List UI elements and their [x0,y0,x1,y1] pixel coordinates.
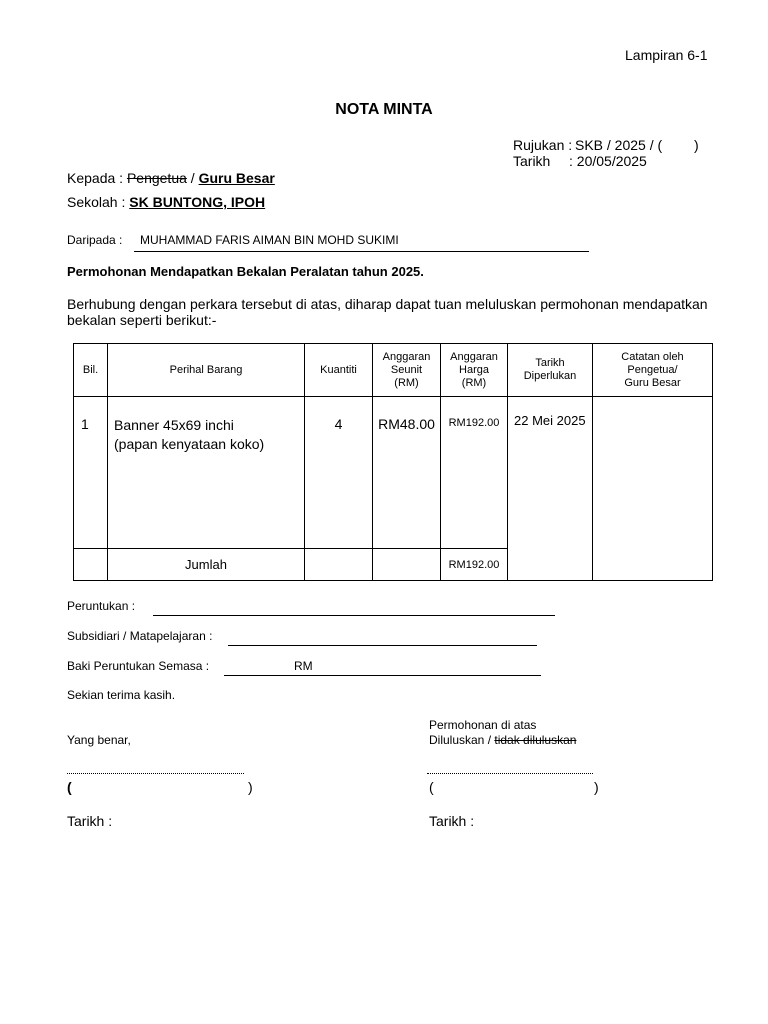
header-item: Perihal Barang [108,344,305,397]
school-value: SK BUNTONG, IPOH [129,194,266,210]
header-total-price-l3: (RM) [461,376,487,389]
table-row [74,397,713,549]
intro-line-2: bekalan seperti berikut:- [67,312,217,328]
recipient-struck: Pengetua [126,170,187,186]
date-label: Tarikh [513,153,551,169]
sender-underline [134,251,589,252]
recipient-value: Guru Besar [198,170,275,186]
total-qty-cell [305,549,373,581]
total-unit-cell [373,549,441,581]
yang-benar-label: Yang benar, [67,733,131,747]
left-signature-dots[interactable] [67,773,244,774]
attachment-label: Lampiran 6-1 [625,47,708,63]
header-unit-price-l2: Seunit [390,363,423,376]
left-paren-open: ( [67,779,72,795]
row-item [108,397,305,549]
closing-text: Sekian terima kasih. [67,688,176,702]
right-paren-close: ) [594,779,599,795]
rejected-option[interactable]: tidak diluluskan [494,733,577,747]
recipient-line [67,170,275,186]
peruntukan-line[interactable] [153,615,555,616]
row-item-l1: Banner 45x69 inchi [114,417,234,433]
header-unit-price [373,344,441,397]
reference-close: ) [694,137,699,153]
total-bil-cell [74,549,108,581]
intro-line-1: Berhubung dengan perkara tersebut di atas, diharap dapat tuan meluluskan permohonan mendapatkan [67,296,708,312]
header-date-needed-l1: Tarikh [535,357,565,369]
left-date-label: Tarikh : [67,813,113,829]
recipient-label: Kepada : [67,170,124,186]
sender-value: MUHAMMAD FARIS AIMAN BIN MOHD SUKIMI [140,233,399,247]
sender-label: Daripada : [67,233,123,247]
school-label: Sekolah : [67,194,126,210]
header-date-needed [508,344,593,397]
school-line [67,194,265,210]
approval-options [429,733,576,747]
header-total-price [441,344,508,397]
header-total-price-l1: Anggaran [450,350,498,363]
recipient-separator: / [190,170,195,186]
row-date-needed: 22 Mei 2025 [508,397,593,581]
date-value: : 20/05/2025 [569,153,647,169]
subsidiari-label: Subsidiari / Matapelajaran : [67,629,213,643]
row-unit-price: RM48.00 [373,397,441,549]
total-label: Jumlah [108,549,305,581]
header-unit-price-l1: Anggaran [382,350,431,363]
header-unit-price-l3: (RM) [394,376,419,389]
reference-label: Rujukan : [513,137,573,153]
header-notes-l2: Pengetua/ [627,363,678,376]
header-total-price-l2: Harga [459,363,489,376]
left-paren-close: ) [248,779,253,795]
subsidiari-line[interactable] [228,645,537,646]
approval-line-1: Permohonan di atas [429,718,537,732]
table-header-row [74,344,713,397]
header-notes-l1: Catatan oleh [621,350,684,363]
right-paren-open: ( [429,779,434,795]
row-bil: 1 [74,397,108,549]
reference-value: SKB / 2025 / ( [575,137,663,153]
row-notes [593,397,713,581]
peruntukan-label: Peruntukan : [67,599,136,613]
header-bil: Bil. [74,344,108,397]
document-title: NOTA MINTA [335,101,433,118]
items-table [73,343,713,581]
row-total-price: RM192.00 [441,397,508,549]
subject: Permohonan Mendapatkan Bekalan Peralatan tahun 2025. [67,264,424,279]
header-notes [593,344,713,397]
baki-label: Baki Peruntukan Semasa : [67,659,210,673]
header-notes-l3: Guru Besar [624,376,681,389]
approved-option[interactable]: Diluluskan / [429,733,492,747]
right-signature-dots[interactable] [427,773,593,774]
baki-line[interactable] [224,675,541,676]
header-qty: Kuantiti [305,344,373,397]
row-item-l2: (papan kenyataan koko) [114,436,265,452]
total-value: RM192.00 [441,549,508,581]
right-date-label: Tarikh : [429,813,475,829]
header-date-needed-l2: Diperlukan [523,370,577,382]
baki-currency: RM [294,659,313,673]
intro-text [67,296,708,328]
row-qty: 4 [305,397,373,549]
